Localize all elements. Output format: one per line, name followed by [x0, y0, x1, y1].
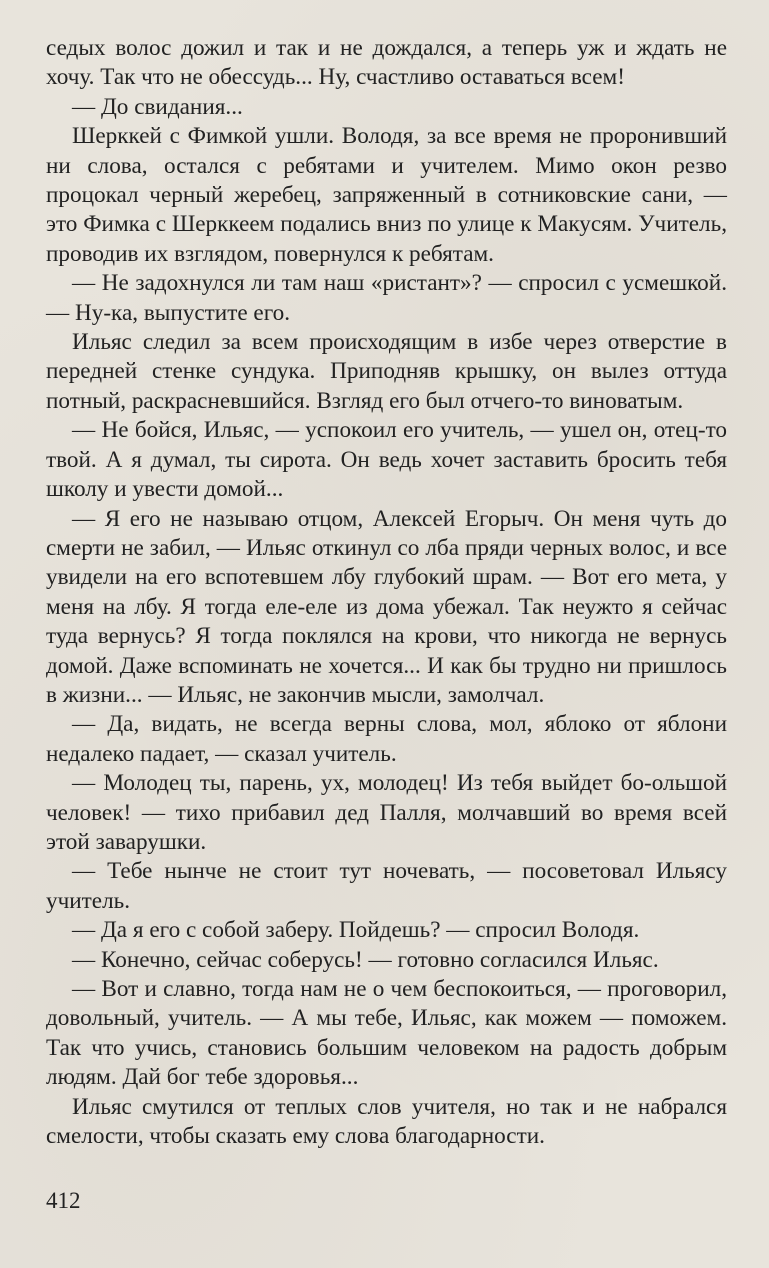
page-text	[46, 34, 727, 1151]
paragraph-13: — Вот и славно, тогда нам не о чем беспокоиться, — проговорил, довольный, учитель. — А мы тебе, Ильяс, как можем — поможем. Так что учись, становись большим человеком на радость добрым людям. Дай бог тебе здоровья...	[46, 976, 727, 1091]
paragraph-8: — Да, видать, не всегда верны слова, мол, яблоко от яблони недалеко падает, — сказал учитель.	[46, 711, 727, 767]
paragraph-2: — До свидания...	[72, 93, 243, 120]
paragraph-3: Шерккей с Фимкой ушли. Володя, за все время не проронивший ни слова, остался с ребятами и учителем. Мимо окон резво процокал черный жеребец, запряженный в сотниковские сани, — это Фимка с Шерккеем подались вниз по улице к Макусям. Учитель, проводив их взглядом, повернулся к ребятам.	[46, 123, 727, 267]
paragraph-6: — Не бойся, Ильяс, — успокоил его учитель, — ушел он, отец-то твой. А я думал, ты сирота. Он ведь хочет заставить бросить тебя школу и увести домой...	[46, 417, 727, 503]
page-number: 412	[46, 1188, 81, 1213]
paragraph-12: — Конечно, сейчас соберусь! — готовно согласился Ильяс.	[72, 946, 659, 973]
paragraph-1: седых волос дожил и так и не дождался, а теперь уж и ждать не хочу. Так что не обессудь... Ну, счастливо оставаться всем!	[46, 35, 727, 91]
paragraph-7: — Я его не называю отцом, Алексей Егорыч. Он меня чуть до смерти не забил, — Ильяс откинул со лба пряди черных волос, и все увидели на его вспотевшем лбу глубокий шрам. — Вот его мета, у меня на лбу. Я тогда еле-еле из дома убежал. Так неужто я сейчас туда вернусь? Я тогда поклялся на крови, что никогда не вернусь домой. Даже вспоминать не хочется... И как бы трудно ни пришлось в жизни... — Ильяс, не закончив мысли, замолчал.	[46, 505, 727, 708]
paragraph-9: — Молодец ты, парень, ух, молодец! Из тебя выйдет бо-ольшой человек! — тихо прибавил дед Палля, молчавший во время всей этой заварушки.	[46, 770, 727, 855]
paragraph-10: — Тебе нынче не стоит тут ночевать, — посоветовал Ильясу учитель.	[46, 858, 727, 914]
paragraph-4: — Не задохнулся ли там наш «ристант»? — спросил с усмешкой. — Ну-ка, выпустите его.	[46, 270, 727, 326]
paragraph-14: Ильяс смутился от теплых слов учителя, но так и не набрался смелости, чтобы сказать ему слова благодарности.	[46, 1093, 727, 1150]
paragraph-11: — Да я его с собой заберу. Пойдешь? — спросил Володя.	[72, 917, 640, 944]
paragraph-5: Ильяс следил за всем происходящим в избе через отверстие в передней стенке сундука. Приподняв крышку, он вылез оттуда потный, раскрасневшийся. Взгляд его был отчего-то виноватым.	[46, 329, 727, 414]
